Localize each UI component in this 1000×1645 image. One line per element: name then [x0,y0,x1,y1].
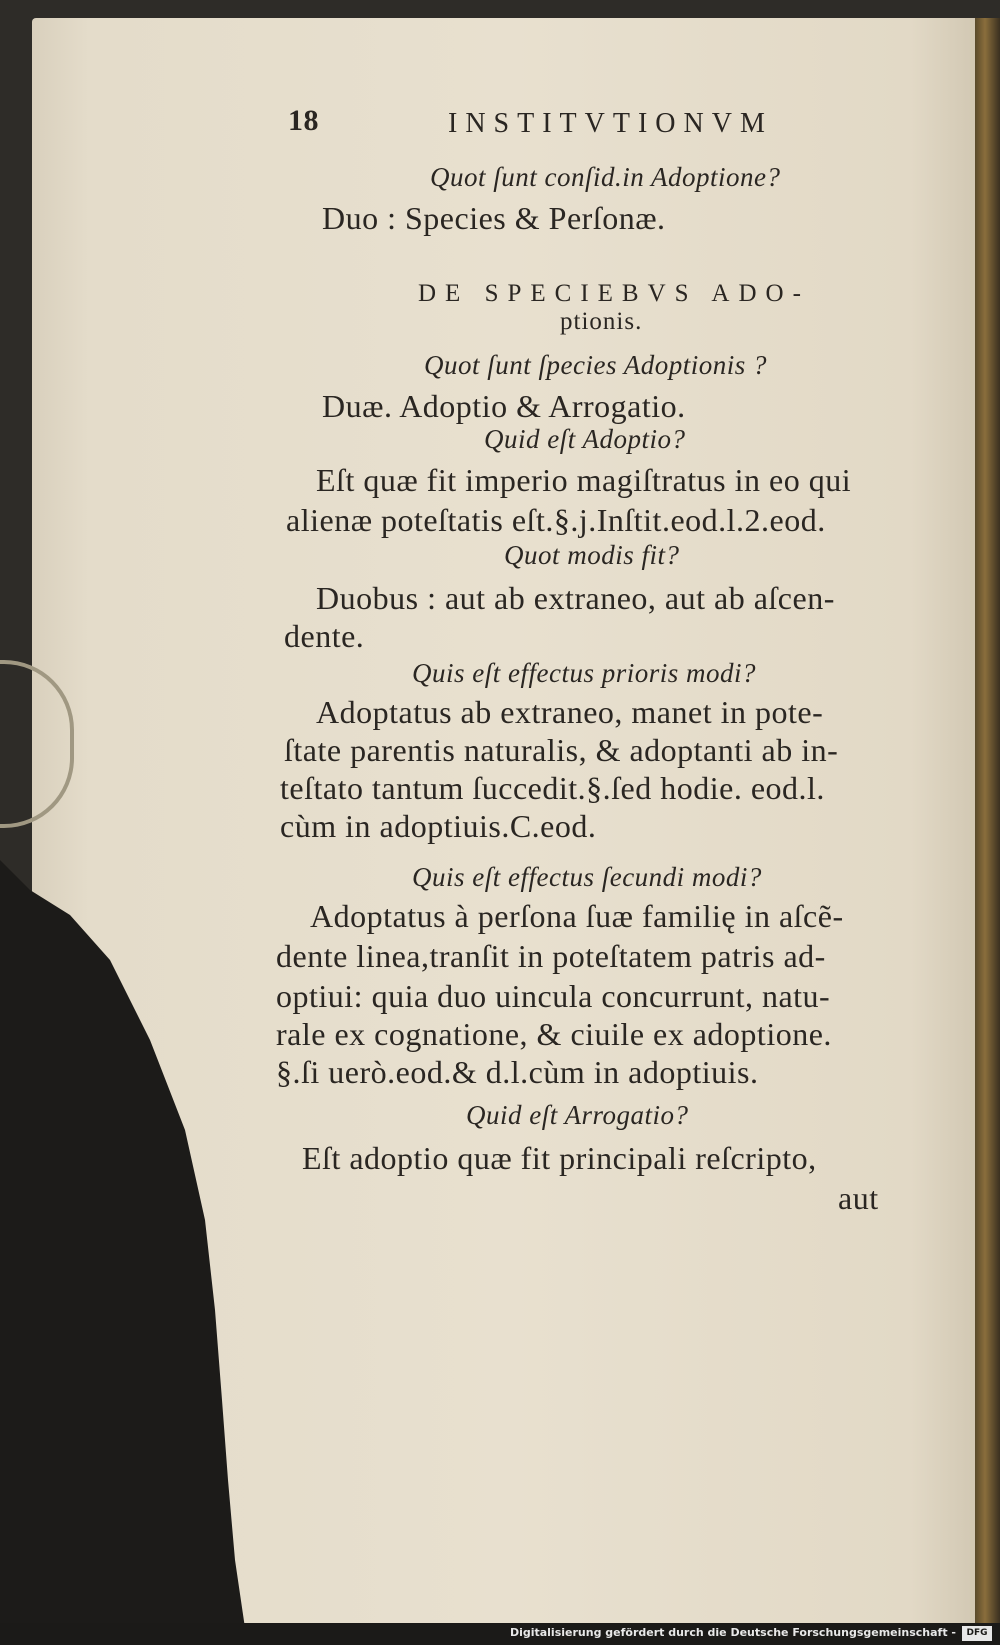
answer-line: Duobus : aut ab extraneo, aut ab aſcen- [316,580,835,616]
answer-line: alienæ poteſtatis eſt.§.j.Inſtit.eod.l.2.eod. [286,502,826,538]
page-number: 18 [288,104,319,137]
answer-line: rale ex cognatione, & ciuile ex adoptione. [276,1016,832,1052]
question-line: Quot modis fit? [504,540,680,570]
answer-line: Adoptatus ab extraneo, manet in pote- [316,694,824,730]
running-title: INSTITVTIONVM [448,108,773,139]
answer-line: Duo : Species & Perſonæ. [322,200,666,236]
question-line: Quis eſt effectus ſecundi modi? [412,862,762,892]
section-heading: DE SPECIEBVS ADO- [418,280,810,307]
catchword: aut [838,1180,879,1216]
answer-line: Eſt adoptio quæ fit principali reſcripto, [302,1140,817,1176]
dfg-logo: DFG [962,1626,992,1641]
answer-line: Adoptatus à perſona ſuæ familię in aſcẽ- [310,898,844,934]
answer-line: teſtato tantum ſuccedit.§.ſed hodie. eod.l. [280,770,825,806]
answer-line: Duæ. Adoptio & Arrogatio. [322,388,686,424]
answer-line: cùm in adoptiuis.C.eod. [280,808,597,844]
section-heading-continued: ptionis. [560,308,643,335]
answer-line: Eſt quæ fit imperio magiſtratus in eo qui [316,462,852,498]
question-line: Quid eſt Adoptio? [484,424,686,454]
question-line: Quot ſunt ſpecies Adoptionis ? [424,350,767,380]
question-line: Quot ſunt conſid.in Adoptione? [430,162,781,192]
answer-line: dente linea,tranſit in poteſtatem patris ad- [276,938,826,974]
digitization-footer [0,1623,1000,1645]
answer-line: optiui: quia duo uincula concurrunt, natu- [276,978,831,1014]
answer-line: ſtate parentis naturalis, & adoptanti ab in- [284,732,839,768]
funding-credit: Digitalisierung gefördert durch die Deutsche Forschungsgemeinschaft - [509,1626,956,1639]
answer-line: §.ſi uerò.eod.& d.l.cùm in adoptiuis. [276,1054,759,1090]
question-line: Quid eſt Arrogatio? [466,1100,689,1130]
answer-line: dente. [284,618,365,654]
question-line: Quis eſt effectus prioris modi? [412,658,756,688]
